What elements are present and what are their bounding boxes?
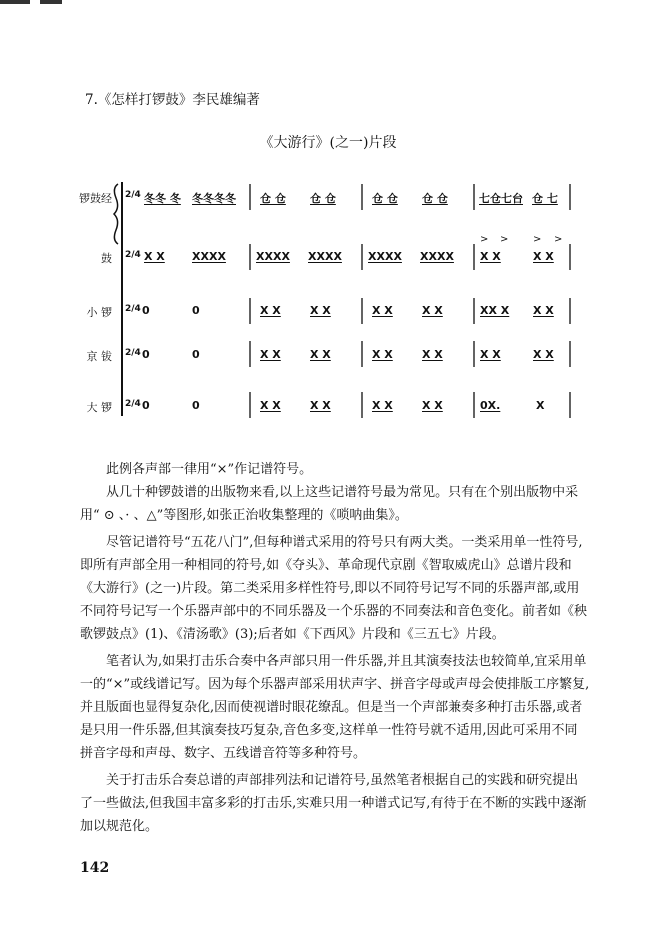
score-cell: 0 bbox=[192, 399, 200, 412]
score-cell: X X bbox=[422, 348, 443, 361]
score-cell: XXXX bbox=[192, 250, 226, 263]
paragraph: 关于打击乐合奏总谱的声部排列法和记谱符号,虽然笔者根据自己的实践和研究提出了一些做法,但我国丰富多彩的打击乐,实难只用一种谱式记写,有待于在不断的实践中逐渐加以规范化。 bbox=[80, 773, 587, 834]
score-cell: X X bbox=[533, 348, 554, 361]
score-cell: X X bbox=[144, 250, 165, 263]
row-label: 小 锣 bbox=[86, 306, 112, 319]
score-cell: 0 bbox=[142, 304, 150, 317]
score-cell: X X bbox=[372, 304, 393, 317]
time-signature: 2/4 bbox=[125, 399, 141, 409]
score-cell: 0 bbox=[192, 304, 200, 317]
score-lines bbox=[78, 178, 578, 428]
score-cell: 0 bbox=[142, 399, 150, 412]
score-cell: X X bbox=[533, 304, 554, 317]
score-cell: X X bbox=[260, 304, 281, 317]
score-cell: X X bbox=[480, 348, 501, 361]
scan-edge-artifact bbox=[0, 0, 656, 8]
paragraph: 笔者认为,如果打击乐合奏中各声部只用一件乐器,并且其演奏技法也较简单,宜采用单一的“×”或线谱记写。因为每个乐器声部采用状声字、拼音字母或声母会使排版工序繁复,并且版面也显得复杂化,因而使视谱时眼花缭乱。但是当一个声部兼奏多种打击乐器,或者是只用一件乐器,但其演奏技巧复杂,音色多变,这样单一性符号就不适用,因此可采用不同拼音字母和声母、数字、五线谱音符等多种符号。 bbox=[80, 654, 590, 761]
score-cell: X X bbox=[422, 304, 443, 317]
score-cell: XXXX bbox=[308, 250, 342, 263]
score-cell: 仓 仓 bbox=[260, 192, 286, 205]
score-cell: X X bbox=[372, 348, 393, 361]
paragraph: 从几十种锣鼓谱的出版物来看,以上这些记谱符号最为常见。只有在个别出版物中采用“ ⊙ 、· 、△”等图形,如张正治收集整理的《唢呐曲集》。 bbox=[80, 485, 579, 523]
row-label: 京 钹 bbox=[86, 350, 112, 363]
score-cell: X X bbox=[480, 250, 501, 263]
score-cell: XXXX bbox=[368, 250, 402, 263]
time-signature: 2/4 bbox=[125, 190, 141, 200]
paragraph: 尽管记谱符号“五花八门”,但每种谱式采用的符号只有两大类。一类采用单一性符号,即所有声部全用一种相同的符号,如《夺头》、革命现代京剧《智取威虎山》总谱片段和《大游行》(之一)片段。第二类采用多样性符号,即以不同符号记写不同的乐器声部,或用不同符号记写一个乐器声部中的不同乐器及一个乐器的不同奏法和音色变化。前者如《秧歌锣鼓点》(1)、《清汤歌》(3);后者如《下西风》片段和《三五七》片段。 bbox=[80, 535, 588, 642]
score-cell: 仓 仓 bbox=[310, 192, 336, 205]
score-cell: X X bbox=[422, 399, 443, 412]
accent-mark: > bbox=[533, 234, 542, 245]
time-signature: 2/4 bbox=[125, 348, 141, 358]
row-label: 鼓 bbox=[101, 252, 112, 265]
accent-mark: > bbox=[480, 234, 489, 245]
score-cell: XXXX bbox=[256, 250, 290, 263]
accent-mark: > bbox=[554, 234, 563, 245]
paragraph: 此例各声部一律用“×”作记谱符号。 bbox=[106, 462, 313, 477]
score-cell: 仓 仓 bbox=[372, 192, 398, 205]
score-cell: X bbox=[536, 399, 545, 412]
score-cell: XXXX bbox=[420, 250, 454, 263]
score-cell: X X bbox=[533, 250, 554, 263]
brace bbox=[114, 184, 118, 244]
score-cell: X X bbox=[260, 399, 281, 412]
score-cell: XX X bbox=[480, 304, 510, 317]
body-text bbox=[80, 458, 590, 838]
percussion-score bbox=[78, 178, 578, 428]
time-signature: 2/4 bbox=[125, 304, 141, 314]
score-cell: 仓 仓 bbox=[422, 192, 448, 205]
accent-mark: > bbox=[500, 234, 509, 245]
time-signature: 2/4 bbox=[125, 250, 141, 260]
reference-line: 7.《怎样打锣鼓》李民雄编著 bbox=[85, 92, 260, 108]
row-label: 锣鼓经 bbox=[79, 192, 112, 205]
score-cell: X X bbox=[372, 399, 393, 412]
score-cell: 0 bbox=[142, 348, 150, 361]
score-cell: X X bbox=[260, 348, 281, 361]
page-number: 142 bbox=[80, 860, 110, 876]
score-cell: 冬冬 冬 bbox=[144, 192, 181, 205]
score-cell: 0X. bbox=[480, 399, 501, 412]
score-cell: 冬冬冬冬 bbox=[192, 192, 236, 205]
score-cell: 七仓七台 bbox=[479, 192, 523, 205]
score-title: 《大游行》(之一)片段 bbox=[259, 135, 397, 151]
row-label: 大 锣 bbox=[86, 401, 112, 414]
score-cell: 仓 七 bbox=[532, 192, 558, 205]
score-cell: X X bbox=[310, 348, 331, 361]
score-cell: X X bbox=[310, 304, 331, 317]
score-cell: X X bbox=[310, 399, 331, 412]
score-cell: 0 bbox=[192, 348, 200, 361]
